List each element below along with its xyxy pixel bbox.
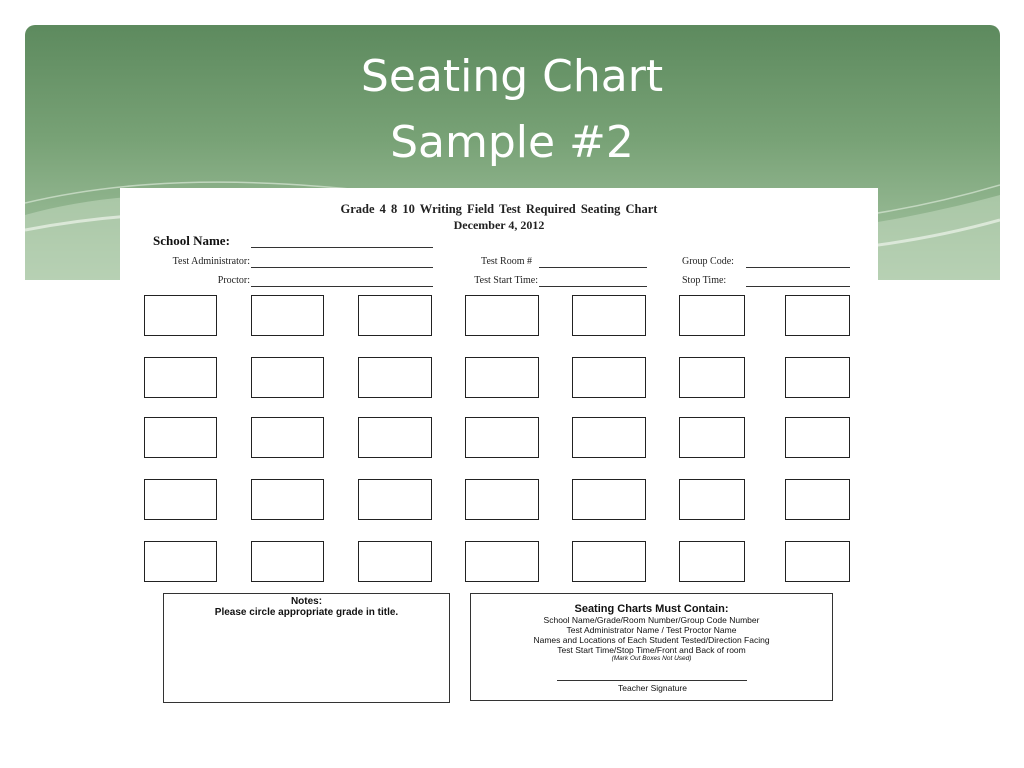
seat-box [251,541,324,582]
signature-line [557,680,747,681]
notes-text: Please circle appropriate grade in title. [214,607,399,618]
slide-title-line2: Sample #2 [390,117,634,168]
requirements-box [470,593,833,701]
notes-heading: Notes: [290,596,323,607]
seat-box [144,357,217,398]
slide-title-line1: Seating Chart [360,51,664,102]
seat-box [679,479,745,520]
seat-box [251,295,324,336]
seat-box [144,479,217,520]
seat-box [358,417,432,458]
document-date: December 4, 2012 [453,218,545,232]
seat-box [358,541,432,582]
seat-box [572,417,646,458]
signature-label: Teacher Signature [618,683,687,693]
seat-box [572,295,646,336]
seat-box [679,541,745,582]
proctor-label: Proctor: [217,275,250,286]
seating-chart-document [120,188,878,718]
requirements-small-note: (Mark Out Boxes Not Used) [611,655,692,662]
seat-box [144,541,217,582]
requirement-item: Test Start Time/Stop Time/Front and Back of room [557,645,746,655]
seat-box [679,417,745,458]
test-start-time-label: Test Start Time: [474,275,538,286]
seat-box [679,357,745,398]
test-administrator-label: Test Administrator: [172,256,250,267]
requirements-heading: Seating Charts Must Contain: [574,603,729,615]
document-title: Grade 4 8 10 Writing Field Test Required Seating Chart [340,202,658,216]
stop-time-label: Stop Time: [682,275,727,286]
seat-box [785,357,850,398]
seat-box [785,479,850,520]
seat-box [358,357,432,398]
seat-box [251,417,324,458]
seat-box [465,479,539,520]
seat-box [251,357,324,398]
seat-box [358,479,432,520]
seat-box [465,417,539,458]
seat-box [144,417,217,458]
seat-box [785,541,850,582]
slide-title [0,44,1024,176]
seat-box [572,479,646,520]
seat-box [358,295,432,336]
school-name-label: School Name: [153,233,230,248]
seat-box [572,541,646,582]
seat-box [144,295,217,336]
seat-box [679,295,745,336]
requirement-item: Names and Locations of Each Student Tested/Direction Facing [533,635,770,645]
seat-box [465,357,539,398]
seat-box [785,295,850,336]
seat-box [572,357,646,398]
requirement-item: Test Administrator Name / Test Proctor Name [566,625,737,635]
seat-box [465,295,539,336]
requirement-item: School Name/Grade/Room Number/Group Code Number [543,615,760,625]
notes-box [163,593,450,703]
seat-box [465,541,539,582]
test-room-label: Test Room # [481,256,532,267]
group-code-label: Group Code: [682,256,734,267]
seat-box [251,479,324,520]
seat-box [785,417,850,458]
